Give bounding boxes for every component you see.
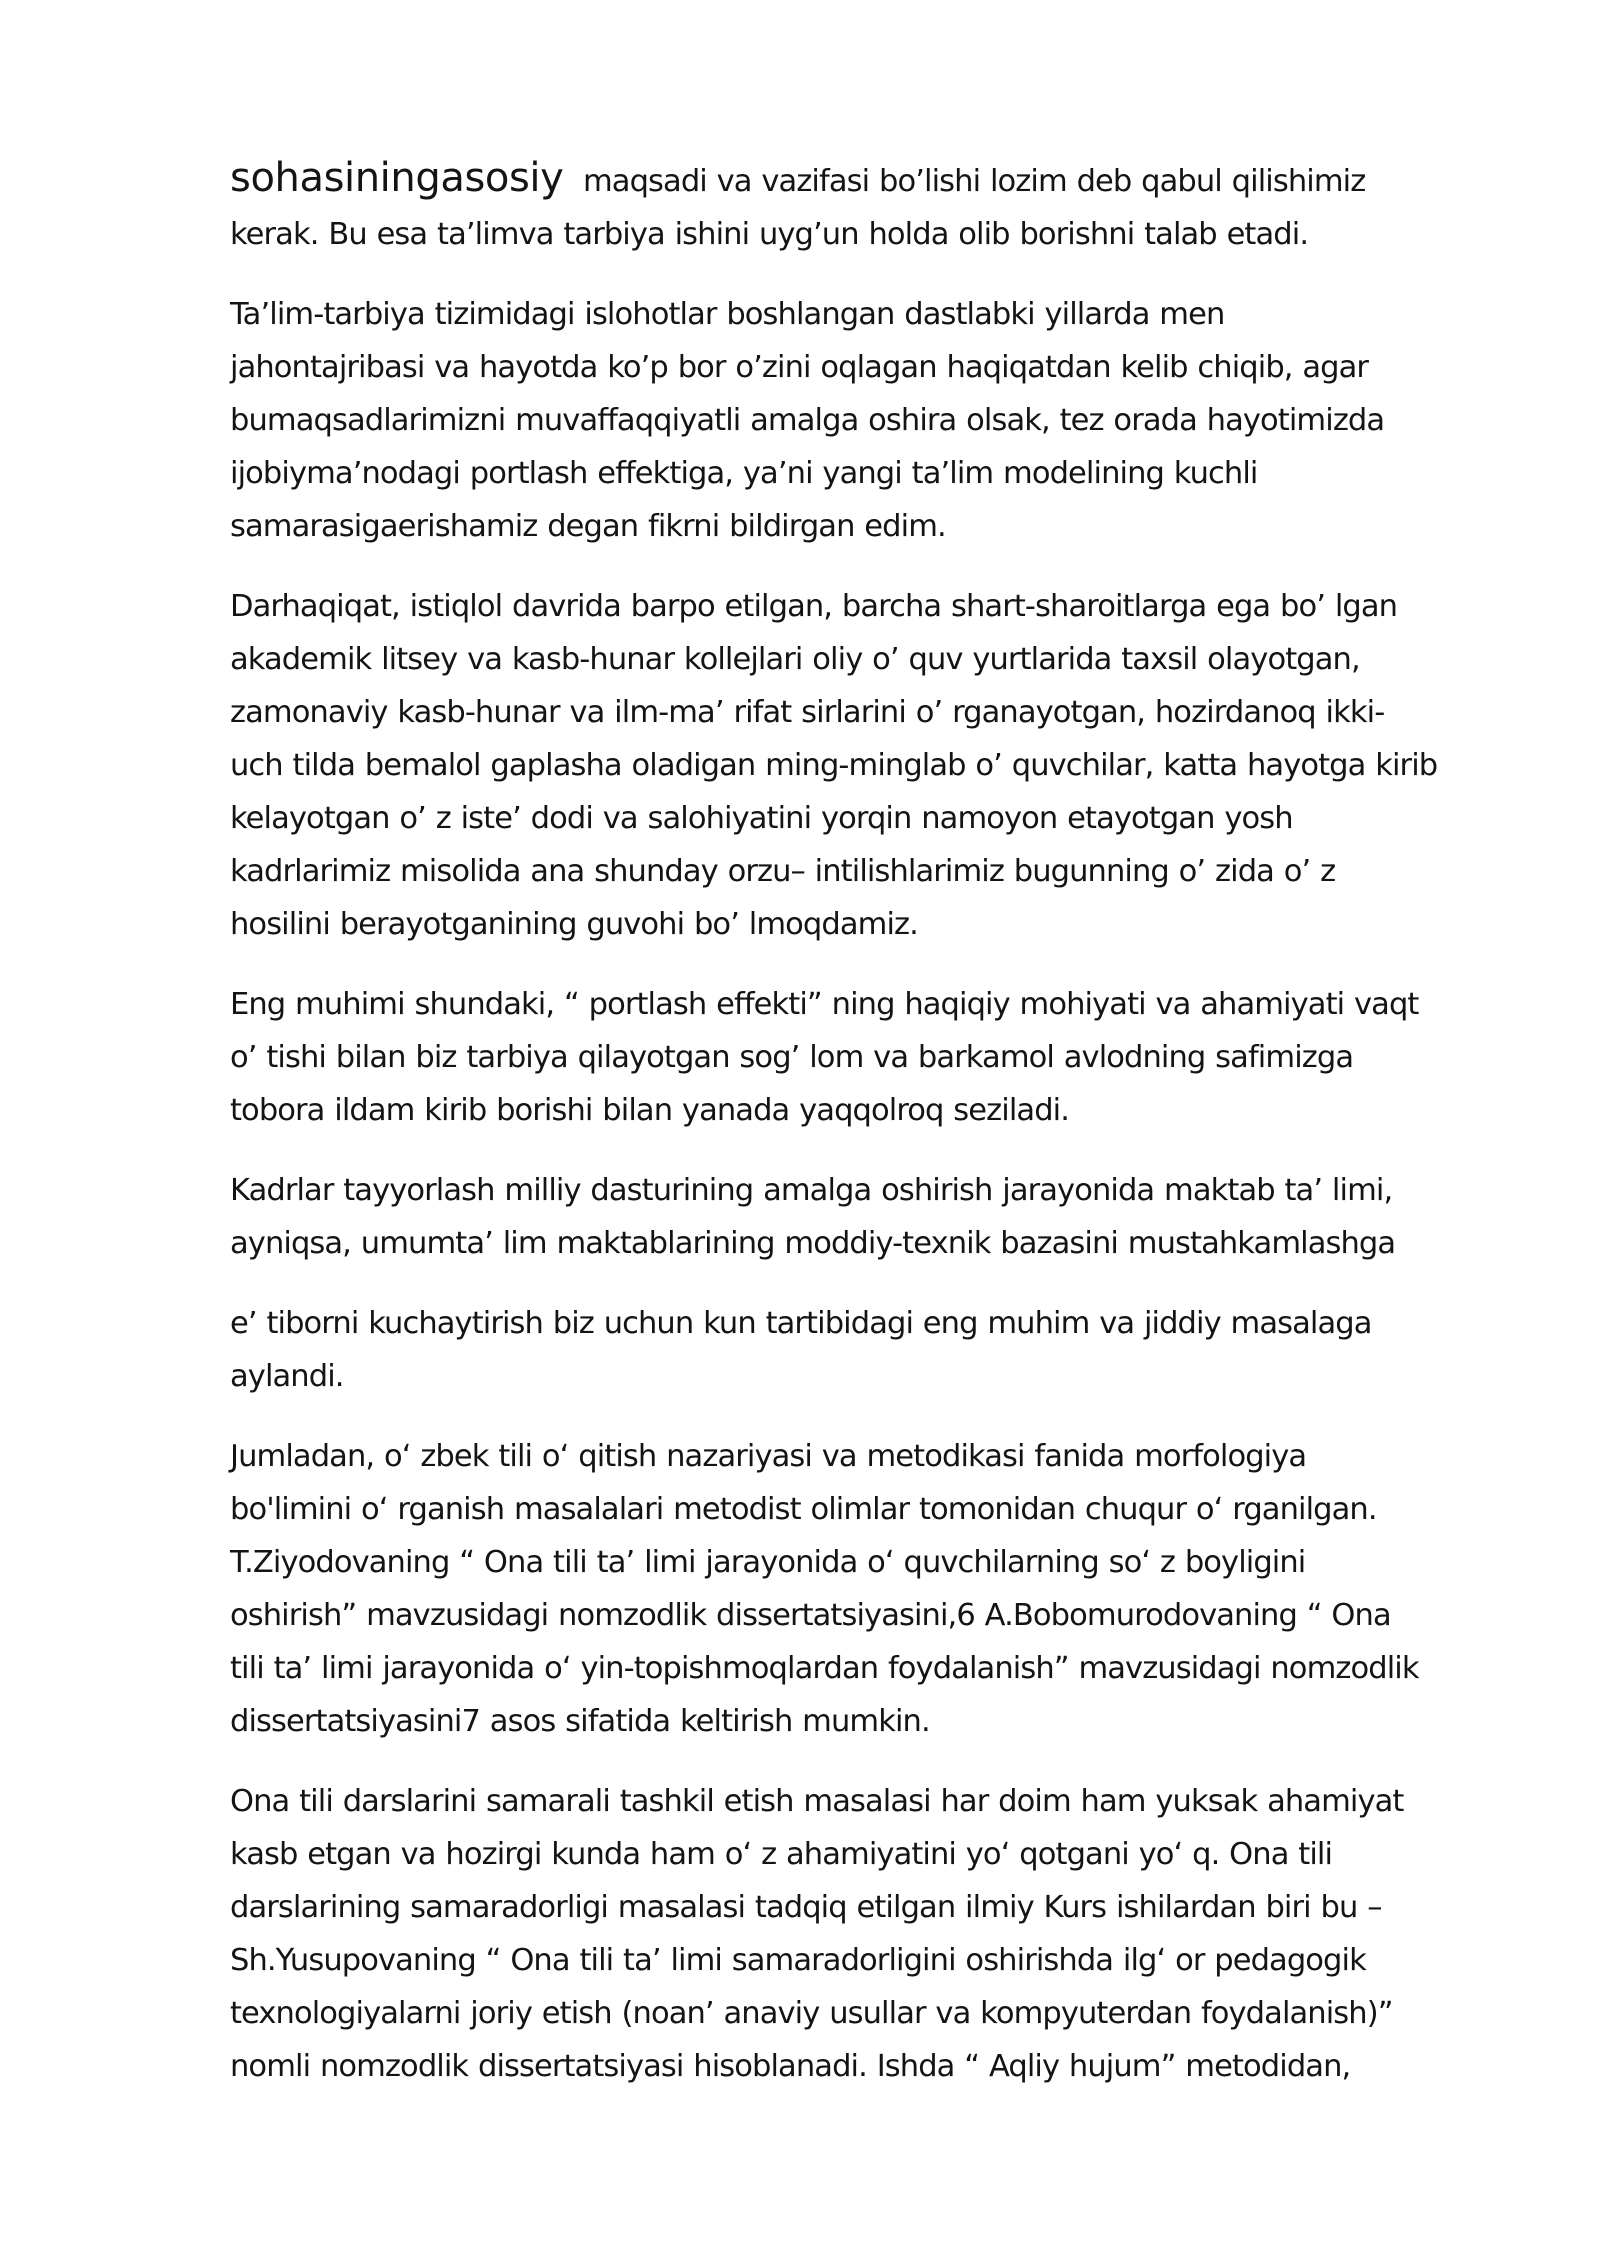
text-line: e’ tiborni kuchaytirish biz uchun kun tartibidagi eng muhim va jiddiy masalaga [230,1306,1372,1341]
text-line: tobora ildam kirib borishi bilan yanada yaqqolroq seziladi. [230,1093,1070,1128]
text-line: ijobiyma’nodagi portlash effektiga, ya’ni yangi ta’lim modelining kuchli [230,456,1258,491]
paragraph-8 [230,1775,1500,2093]
text-line: Jumladan, o‘ zbek tili o‘ qitish nazariyasi va metodikasi fanida morfologiya [230,1439,1307,1474]
lead-word: sohasiningasosiy [230,155,564,201]
paragraph-1 [230,152,1500,261]
text-line: zamonaviy kasb-hunar va ilm-ma’ rifat sirlarini o’ rganayotgan, hozirdanoq ikki- [230,695,1385,730]
text-line: bumaqsadlarimizni muvaffaqqiyatli amalga oshira olsak, tez orada hayotimizda [230,403,1385,438]
paragraph-2 [230,288,1500,553]
paragraph-4 [230,978,1500,1137]
text-line: kelayotgan o’ z iste’ dodi va salohiyatini yorqin namoyon etayotgan yosh [230,801,1293,836]
text-line: Sh.Yusupovaning “ Ona tili ta’ limi samaradorligini oshirishda ilg‘ or pedagogik [230,1943,1366,1978]
text-line: oshirish” mavzusidagi nomzodlik dissertatsiyasini,6 A.Bobomurodovaning “ Ona [230,1598,1391,1633]
text-line: Kadrlar tayyorlash milliy dasturining amalga oshirish jarayonida maktab ta’ limi, [230,1173,1393,1208]
text-line: Ona tili darslarini samarali tashkil etish masalasi har doim ham yuksak ahamiyat [230,1784,1404,1819]
text-line: Eng muhimi shundaki, “ portlash effekti” ning haqiqiy mohiyati va ahamiyati vaqt [230,987,1419,1022]
text-line: hosilini berayotganining guvohi bo’ lmoqdamiz. [230,907,918,942]
paragraph-3 [230,580,1500,951]
text-line: Ta’lim-tarbiya tizimidagi islohotlar boshlangan dastlabki yillarda men [230,297,1225,332]
text-line: ayniqsa, umumta’ lim maktablarining moddiy-texnik bazasini mustahkamlashga [230,1226,1396,1261]
text-line: akademik litsey va kasb-hunar kollejlari oliy o’ quv yurtlarida taxsil olayotgan, [230,642,1360,677]
text-line: samarasigaerishamiz degan fikrni bildirgan edim. [230,509,946,544]
paragraph-7 [230,1430,1500,1748]
text-line: tili ta’ limi jarayonida o‘ yin-topishmoqlardan foydalanish” mavzusidagi nomzodlik [230,1651,1419,1686]
text-line: aylandi. [230,1359,344,1394]
text-line: dissertatsiyasini7 asos sifatida keltirish mumkin. [230,1704,930,1739]
text-line: T.Ziyodovaning “ Ona tili ta’ limi jarayonida o‘ quvchilarning so‘ z boyligini [230,1545,1306,1580]
paragraph-6 [230,1297,1500,1403]
text-line: uch tilda bemalol gaplasha oladigan ming-minglab o’ quvchilar, katta hayotga kirib [230,748,1438,783]
text-line: texnologiyalarni joriy etish (noan’ anaviy usullar va kompyuterdan foydalanish)” [230,1996,1393,2031]
text-line: jahontajribasi va hayotda ko’p bor o’zini oqlagan haqiqatdan kelib chiqib, agar [230,350,1369,385]
document-body [230,152,1500,2120]
text-line [230,152,1500,208]
paragraph-5 [230,1164,1500,1270]
text-run: maqsadi va vazifasi bo’lishi lozim deb qabul qilishimiz [563,164,1366,199]
text-line: kasb etgan va hozirgi kunda ham o‘ z ahamiyatini yo‘ qotgani yo‘ q. Ona tili [230,1837,1333,1872]
text-line: nomli nomzodlik dissertatsiyasi hisoblanadi. Ishda “ Aqliy hujum” metodidan, [230,2049,1351,2084]
text-line: kerak. Bu esa ta’limva tarbiya ishini uyg’un holda olib borishni talab etadi. [230,217,1309,252]
text-line: o’ tishi bilan biz tarbiya qilayotgan sog’ lom va barkamol avlodning safimizga [230,1040,1354,1075]
text-line: kadrlarimiz misolida ana shunday orzu– intilishlarimiz bugunning o’ zida o’ z [230,854,1336,889]
text-line: darslarining samaradorligi masalasi tadqiq etilgan ilmiy Kurs ishilardan biri bu – [230,1890,1382,1925]
text-line: Darhaqiqat, istiqlol davrida barpo etilgan, barcha shart-sharoitlarga ega bo’ lgan [230,589,1398,624]
text-line: bo'limini o‘ rganish masalalari metodist olimlar tomonidan chuqur o‘ rganilgan. [230,1492,1377,1527]
